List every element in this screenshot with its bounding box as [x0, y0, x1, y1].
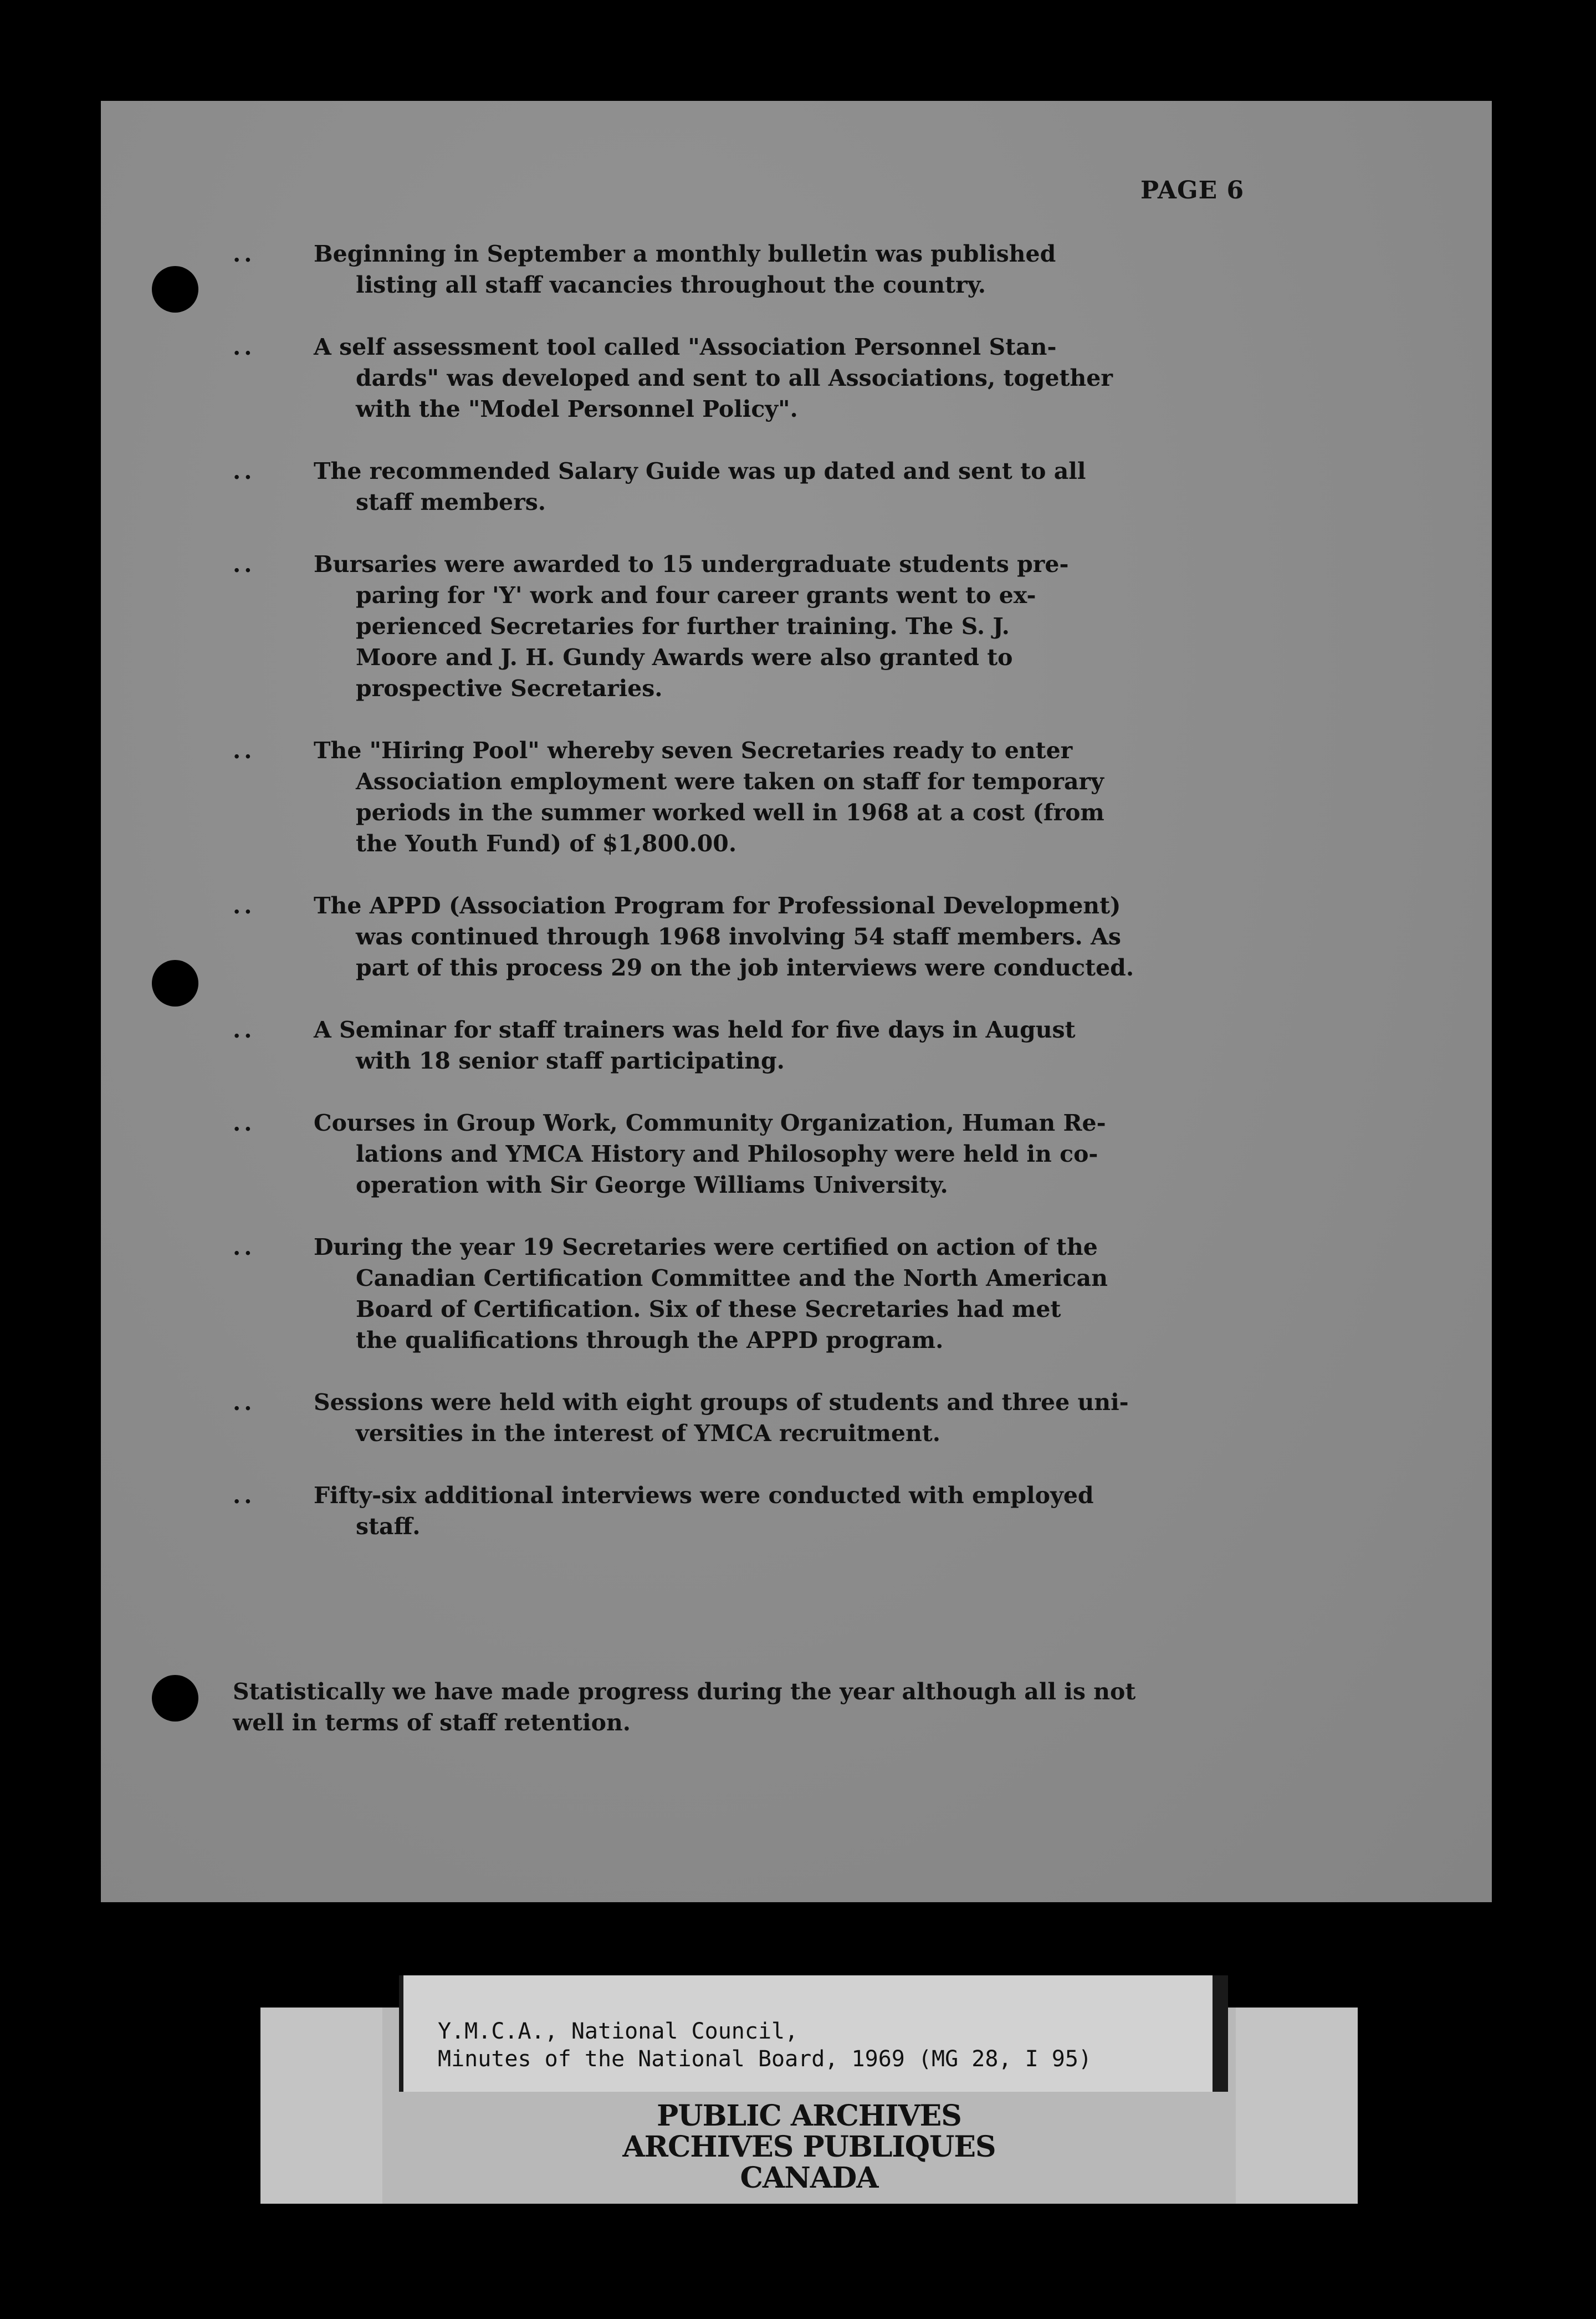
list-item: [233, 238, 1319, 300]
list-item-line: the Youth Fund) of $1,800.00.: [356, 830, 737, 857]
citation-strip: [399, 1975, 1228, 2092]
list-item-line: prospective Secretaries.: [356, 675, 663, 702]
list-item-line: A self assessment tool called "Association Personnel Stan-: [314, 334, 1057, 360]
list-item-line: staff members.: [356, 489, 546, 515]
list-item-marker: ..: [233, 458, 255, 484]
list-item-line: The APPD (Association Program for Professional Development): [314, 892, 1121, 919]
list-item-marker: ..: [233, 1389, 255, 1416]
label-card-left-panel: [260, 2008, 382, 2204]
list-item-line: Bursaries were awarded to 15 undergraduate students pre-: [314, 551, 1069, 578]
list-item-line: periods in the summer worked well in 1968 at a cost (from: [356, 799, 1104, 826]
list-item-line: was continued through 1968 involving 54 staff members. As: [356, 923, 1121, 950]
stamp-line-3: CANADA: [740, 2161, 878, 2195]
list-item: [233, 456, 1319, 518]
list-item-marker: ..: [233, 551, 255, 578]
list-item-line: paring for 'Y' work and four career grants went to ex-: [356, 582, 1036, 609]
list-item-line: with the "Model Personnel Policy".: [356, 396, 798, 422]
list-item-line: During the year 19 Secretaries were certified on action of the: [314, 1234, 1098, 1260]
list-item-marker: ..: [233, 1482, 255, 1509]
list-item-marker: ..: [233, 1110, 255, 1136]
list-item-line: Courses in Group Work, Community Organization, Human Re-: [314, 1110, 1106, 1136]
page-number: PAGE 6: [1140, 176, 1245, 205]
list-item-line: The "Hiring Pool" whereby seven Secretaries ready to enter: [314, 737, 1073, 764]
list-item-line: Sessions were held with eight groups of students and three uni-: [314, 1389, 1129, 1416]
list-item-line: dards" was developed and sent to all Associations, together: [356, 365, 1113, 391]
list-item: [233, 735, 1319, 859]
punch-hole-bottom: [152, 1675, 198, 1722]
label-card-right-panel: [1236, 2008, 1358, 2204]
list-item-line: Moore and J. H. Gundy Awards were also granted to: [356, 644, 1013, 671]
punch-hole-middle: [152, 960, 198, 1007]
list-item-line: Association employment were taken on staff for temporary: [356, 768, 1104, 795]
list-item: [233, 1480, 1319, 1542]
list-item-line: listing all staff vacancies throughout the country.: [356, 272, 986, 298]
list-item-line: Board of Certification. Six of these Secretaries had met: [356, 1296, 1061, 1322]
list-item-line: with 18 senior staff participating.: [356, 1048, 785, 1074]
summary-line: well in terms of staff retention.: [233, 1709, 631, 1736]
list-item-line: the qualifications through the APPD program.: [356, 1327, 944, 1353]
list-item-line: operation with Sir George Williams University.: [356, 1172, 948, 1198]
list-item-line: Beginning in September a monthly bulletin was published: [314, 241, 1056, 267]
stamp-line-2: ARCHIVES PUBLIQUES: [622, 2130, 996, 2164]
list-item-line: The recommended Salary Guide was up dated and sent to all: [314, 458, 1086, 484]
punch-hole-top: [152, 266, 198, 313]
list-item-line: perienced Secretaries for further training. The S. J.: [356, 613, 1010, 640]
list-item-marker: ..: [233, 241, 255, 267]
list-item: [233, 1107, 1319, 1201]
citation-text: [438, 2017, 1092, 2073]
list-item-line: A Seminar for staff trainers was held for five days in August: [314, 1017, 1076, 1043]
list-item-marker: ..: [233, 1234, 255, 1260]
item-list: [233, 238, 1319, 1573]
list-item-line: lations and YMCA History and Philosophy were held in co-: [356, 1141, 1098, 1167]
list-item-marker: ..: [233, 1017, 255, 1043]
stamp-line-1: PUBLIC ARCHIVES: [657, 2099, 961, 2133]
citation-line-1: Y.M.C.A., National Council,: [438, 2019, 799, 2044]
list-item: [233, 1232, 1319, 1356]
list-item-line: staff.: [356, 1513, 421, 1540]
list-item: [233, 1387, 1319, 1449]
citation-line-2: Minutes of the National Board, 1969 (MG 28, I 95): [438, 2046, 1092, 2072]
summary-paragraph: [233, 1676, 1319, 1738]
summary-line: Statistically we have made progress during the year although all is not: [233, 1678, 1136, 1705]
list-item-line: part of this process 29 on the job interviews were conducted.: [356, 954, 1134, 981]
list-item: [233, 331, 1319, 425]
list-item-marker: ..: [233, 334, 255, 360]
list-item-marker: ..: [233, 737, 255, 764]
list-item-line: versities in the interest of YMCA recruitment.: [356, 1420, 940, 1447]
list-item: [233, 549, 1319, 704]
list-item-marker: ..: [233, 892, 255, 919]
list-item-line: Fifty-six additional interviews were conducted with employed: [314, 1482, 1094, 1509]
list-item: [233, 1014, 1319, 1076]
list-item-line: Canadian Certification Committee and the North American: [356, 1265, 1108, 1291]
archive-stamp: [587, 2101, 1031, 2194]
list-item: [233, 890, 1319, 983]
